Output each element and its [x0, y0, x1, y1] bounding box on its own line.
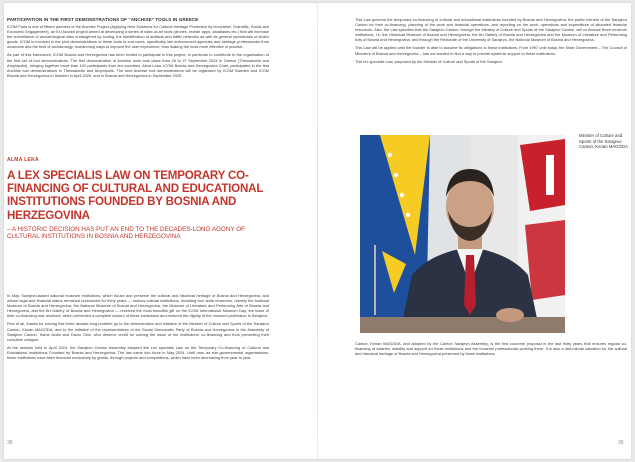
page-number-right: 39: [618, 440, 624, 446]
body-paragraph: First of all, thanks for solving this three-decade-long problem go to the determination and initiative of the Minister of Culture and Sports of the Sarajevo Canton, Kenan MAGODA, and to the initiative of the representatives of the Social Democratic Party of Bosnia and Herzegovina in the Assembly of Sarajevo Canton, Samir Avdić and Davor Ožić, who deserve credit for solving the issue of the institutions' co-financing and thus preventing their complete collapse.: [7, 321, 269, 342]
body-paragraph: This lex specialis Law, proposed by the Minister of Culture and Sports of the Sarajevo: [355, 58, 503, 64]
magazine-spread: [4, 3, 631, 459]
right-page: [318, 3, 631, 459]
author-name: ALMA LEKA: [7, 157, 39, 163]
body-paragraph: This Law governs the temporary co-financing of cultural and educational institutions founded by Bosnia and Herzegovina, the public interest of the Sarajevo Canton for their co-financing, planning of the work and financial operations, and reporting on the work, operations and expenditure of allocated financial resources. Also, the Law specifies that the Sarajevo Canton, through the Ministry of Culture and Sports of the Sarajevo Canton, will co-finance three museum institutions, i.e. the Historical Museum of Bosnia and Herzegovina, the Art Gallery of Bosnia and Herzegovina and the Museum of Literature and Performing Arts of Bosnia and Herzegovina, and through the Rectorate of the University of Sarajevo, the National Museum of Bosnia and Herzegovina.: [355, 17, 627, 43]
body-paragraph: In May, Sarajevo-based national museum institutions, which house and preserve the cultural and historical heritage of Bosnia and Herzegovina, and whose legal and financial status remained unresolved for thirty years — various cultural institutions, including four state museums, namely the National Museum of Bosnia and Herzegovina, the National Museum of Bosnia and Herzegovina, the Museum of Literature and Performing Arts of Bosnia and Herzegovina, and the Art Gallery of Bosnia and Herzegovina — received the most beautiful gift on the ICOM International Museum Day: the issue of their co-financing was resolved, which prevented a complete closure of these institutions and restored the dignity of the museum profession in Sarajevo.: [7, 293, 269, 319]
intro-paragraph: ICOM Paris is one of fifteen partners of the Anchise Project (Applying New Solutions for Cultural Heritage Protection by innovative, Scientific, Social and Economic Engagement), an EU-funded project aimed at developing a series of state-of-art tools (drones, mobile apps, databases etc.) that will increase the surveillance of archaeological sites endangered by looting, the identification of artifacts and traffic networks as well as general repositories of stolen goods. ICOM is involved in the pilot demonstrations of these tools to end users, specifically law enforcement agencies and heritage professionals from museums and the field of archaeology, researching ways to improve the user experience, thus making the tools more effective in practice.: [7, 24, 269, 50]
anchise-section: [7, 17, 269, 81]
body-paragraph: At the session held in April 2024, the Sarajevo Canton Assembly adopted the Lex specialis Law on the Temporary Co-financing of Cultural and Educational Institutions Founded by Bosnia and Herzegovina. The law came into force in May 2024. Until now, as non-governmental organisations, these institutions have been financed exclusively by grants, through projects and competitions, which have been decreasing from year to year.: [7, 344, 269, 361]
minister-photo: [360, 135, 565, 333]
section-heading: PARTICIPATION IN THE FIRST DEMONSTRATIONS OF “ANCHISE” TOOLS IN GREECE: [7, 17, 199, 22]
body-paragraph: This Law will be applied until the founder is able to assume its obligations to these institutions. From 1997 until today, the State Government – The Council of Ministers of Bosnia and Herzegovina – has not wanted to find a way to provide systemic support to these institutions.: [355, 45, 627, 56]
page-number-left: 38: [7, 440, 13, 446]
left-page: [4, 3, 317, 459]
article-body: [7, 293, 269, 363]
article-header: [7, 157, 269, 241]
right-bottom-text: [355, 341, 627, 359]
article-subtitle: – A HISTORIC DECISION HAS PUT AN END TO THE DECADES-LONG AGONY OF CULTURAL INSTITUTIONS IN BOSNIA AND HERZEGOVINA: [7, 225, 245, 241]
photo-caption: Minister of Culture and Sports of the Sarajevo Canton, Kenan MAGODA: [579, 133, 628, 149]
body-paragraph: Canton, Kenan MAGODA, and adopted by the Canton Sarajevo Assembly, is the first concrete proposal in the last thirty years that ensures regular co-financing of salaries, stability and support for these institutions and the museum professionals working there. It is also a last-minute salvation for the cultural and historical heritage of Bosnia and Herzegovina preserved by these institutions.: [355, 341, 627, 357]
intro-paragraph: As part of this framework, ICOM Bosnia and Herzegovina has been invited to participate in this project, in particular to contribute to the organisation of the first set of tool demonstrations. The first demonstration of Anchise tools took place from 26 to 27 September 2024 in Greece (Thessaloniki and Amphipolis), bringing together more than 100 participants from ten countries. Alma Leka, ICOM Bosnia and Herzegovina Chair, participated in the first Anchise tool demonstrations in Thessaloniki and Amphipolis. The next Anchise tool demonstrations will be organised by ICOM Sweden and ICOM Bosnia and Herzegovina in Sweden in April 2025, and in Bosnia and Herzegovina in September 2025.: [7, 52, 269, 78]
right-top-text: [355, 17, 627, 67]
article-title: A LEX SPECIALIS LAW ON TEMPORARY CO-FINANCING OF CULTURAL AND EDUCATIONAL INSTITUTIONS FOUNDED BY BOSNIA AND HERZEGOVINA: [7, 169, 264, 222]
